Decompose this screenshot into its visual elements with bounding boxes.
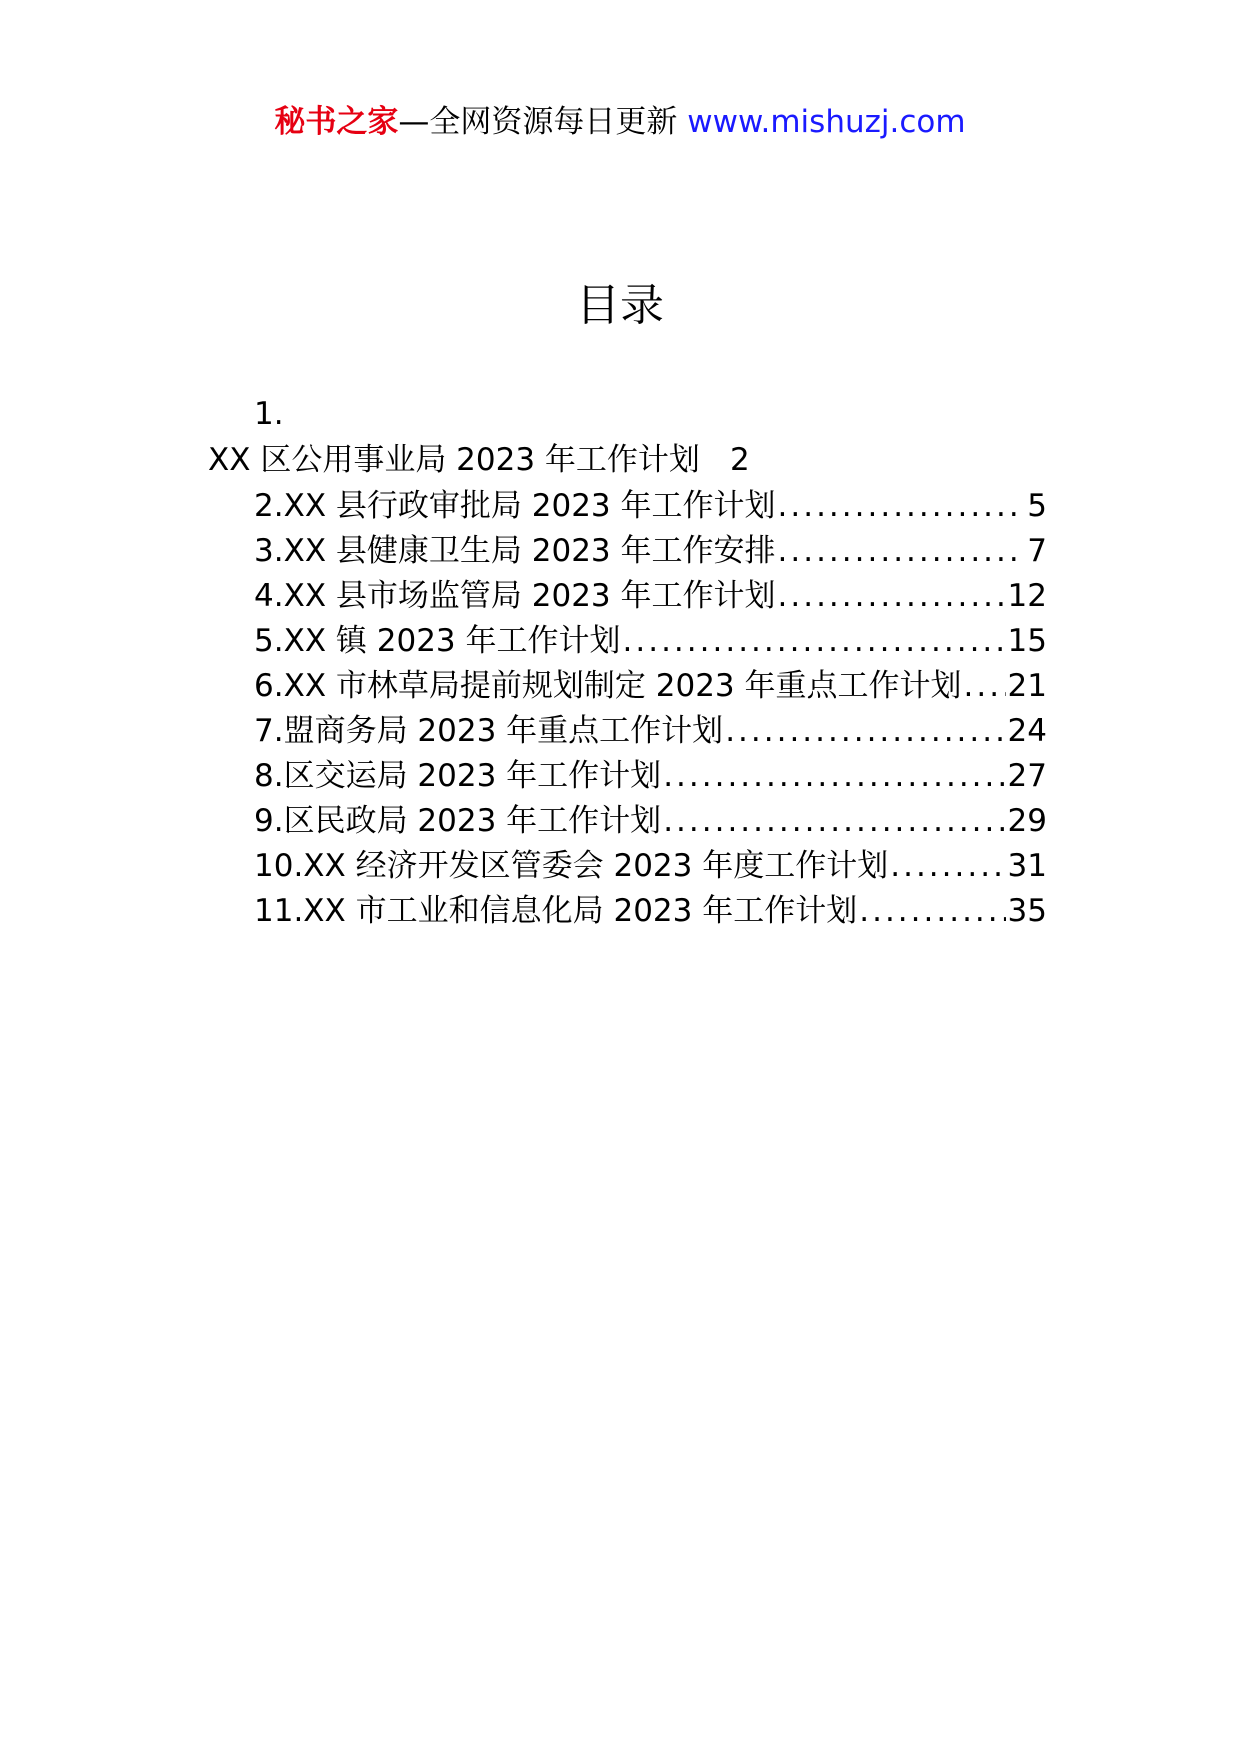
header-slogan: —全网资源每日更新 <box>398 104 678 140</box>
toc-entry-page: 7 <box>1027 533 1047 569</box>
toc-entry-page: 29 <box>1007 803 1047 839</box>
page-header <box>0 100 1240 144</box>
toc-entry-text: 6.XX 市林草局提前规划制定 2023 年重点工作计划 <box>254 668 962 704</box>
toc-entry-text: 7.盟商务局 2023 年重点工作计划 <box>254 713 724 749</box>
toc-entry-text: 5.XX 镇 2023 年工作计划 <box>254 623 621 659</box>
toc-entry[interactable] <box>254 709 1047 753</box>
website-link[interactable]: www.mishuzj.com <box>687 104 966 140</box>
toc-entry-1-number: 1. <box>254 396 284 432</box>
dot-leader <box>964 664 1006 708</box>
toc-entry-text: 4.XX 县市场监管局 2023 年工作计划 <box>254 578 776 614</box>
toc-entry-page: 31 <box>1007 848 1047 884</box>
dot-leader <box>859 889 1005 933</box>
toc-entry[interactable] <box>254 664 1047 708</box>
toc-entry[interactable] <box>254 799 1047 843</box>
toc-entry-text: 11.XX 市工业和信息化局 2023 年工作计划 <box>254 893 858 929</box>
toc-entry[interactable] <box>254 844 1047 888</box>
toc-entry-page: 21 <box>1007 668 1047 704</box>
dot-leader <box>778 484 1026 528</box>
toc-entry-text: 2.XX 县行政审批局 2023 年工作计划 <box>254 488 776 524</box>
toc-entry[interactable] <box>254 574 1047 618</box>
toc-entry-text: XX 区公用事业局 2023 年工作计划 <box>208 442 700 478</box>
toc-entry-text: 9.区民政局 2023 年工作计划 <box>254 803 662 839</box>
dot-leader <box>778 574 1006 618</box>
toc-entry[interactable] <box>254 754 1047 798</box>
dot-leader <box>725 709 1005 753</box>
dot-leader <box>890 844 1005 888</box>
toc-entry-page: 12 <box>1007 578 1047 614</box>
toc-entry-text: 3.XX 县健康卫生局 2023 年工作安排 <box>254 533 776 569</box>
toc-entry-page: 24 <box>1007 713 1047 749</box>
toc-entry[interactable] <box>254 889 1047 933</box>
toc-entry-text: 8.区交运局 2023 年工作计划 <box>254 758 662 794</box>
dot-leader <box>663 754 1005 798</box>
toc-entry-1[interactable] <box>208 438 750 482</box>
dot-leader <box>663 799 1005 843</box>
toc-entry-page: 15 <box>1007 623 1047 659</box>
toc-entry-page: 5 <box>1027 488 1047 524</box>
page-title: 目录 <box>576 280 664 331</box>
toc-entry[interactable] <box>254 619 1047 663</box>
toc-entry[interactable] <box>254 484 1047 528</box>
toc-entry-page: 27 <box>1007 758 1047 794</box>
toc-entry[interactable] <box>254 529 1047 573</box>
toc-entry-text: 10.XX 经济开发区管委会 2023 年度工作计划 <box>254 848 889 884</box>
toc-entry-page: 2 <box>729 442 750 478</box>
dot-leader <box>778 529 1026 573</box>
brand-name: 秘书之家 <box>274 104 399 140</box>
toc-entry-page: 35 <box>1007 893 1047 929</box>
dot-leader <box>623 619 1006 663</box>
